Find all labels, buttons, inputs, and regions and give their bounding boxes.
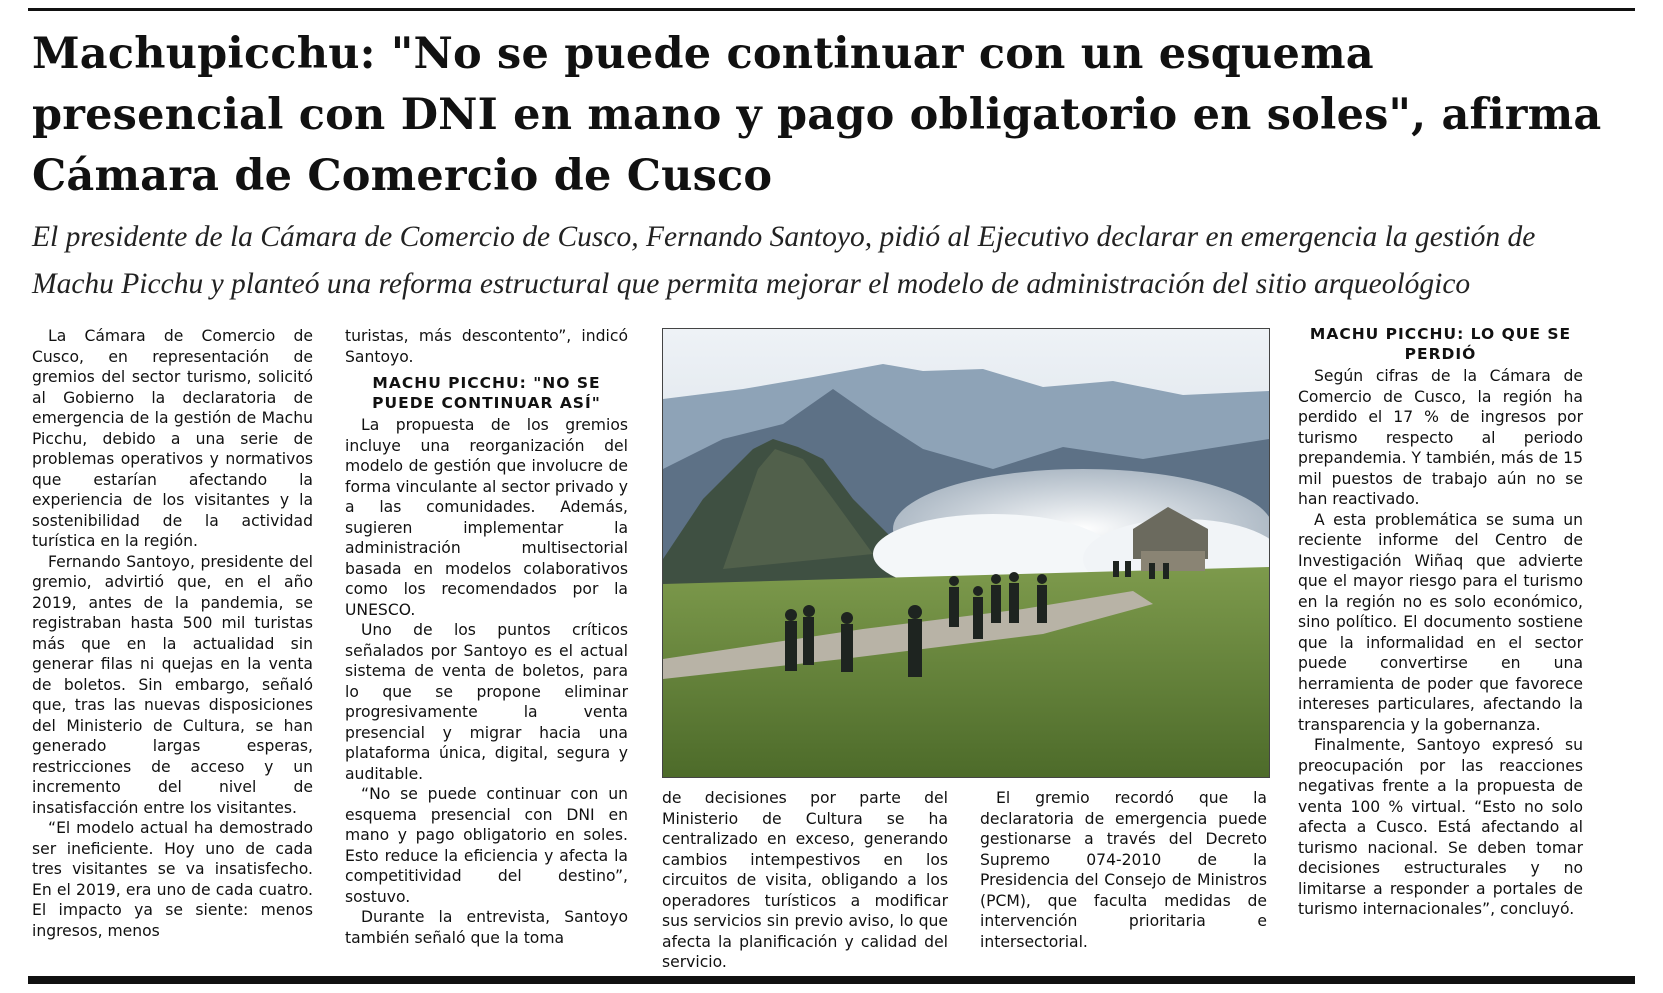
column-4 xyxy=(980,788,1267,952)
paragraph: El gremio recordó que la declaratoria de emergencia puede gestionarse a través del Decreto Supremo 074-2010 de la Presidencia del Consejo de Ministros (PCM), que faculta medidas de intervención prioritaria e intersectorial. xyxy=(980,789,1267,951)
paragraph: de decisiones por parte del Ministerio de Cultura se ha centralizado en exceso, generando cambios intempestivos en los circuitos de visita, obligando a los operadores turísticos a modificar sus servicios sin previo aviso, lo que afecta la planificación y calidad del servicio. xyxy=(662,789,948,971)
machu-picchu-photo xyxy=(662,328,1270,778)
deck-subtitle: El presidente de la Cámara de Comercio de Cusco, Fernando Santoyo, pidió al Ejecutivo declarar en emergencia la gestión de Machu Picchu y planteó una reforma estructural que permita mejorar el modelo de administración del sitio arqueológico xyxy=(32,221,1536,300)
column-2 xyxy=(345,326,628,948)
column-1 xyxy=(32,326,313,941)
column-5 xyxy=(1298,324,1583,920)
paragraph: “El modelo actual ha demostrado ser ineficiente. Hoy uno de cada tres visitantes se va insatisfecho. En el 2019, era uno de cada cuatro. El impacto ya se siente: menos ingresos, menos xyxy=(32,819,313,940)
paragraph: Uno de los puntos críticos señalados por Santoyo es el actual sistema de venta de boletos, para lo que se propone eliminar progresivamente la venta presencial y migrar hacia una plataforma única, digital, segura y auditable. xyxy=(345,621,628,783)
paragraph: turistas, más descontento”, indicó Santoyo. xyxy=(345,327,628,366)
paragraph: A esta problemática se suma un reciente informe del Centro de Investigación Wiñaq que advierte que el mayor riesgo para el turismo en la región no es solo económico, sino político. El documento sostiene que la informalidad en el sector puede convertirse en una herramienta de poder que favorece intereses particulares, afectando la transparencia y la gobernanza. xyxy=(1298,510,1583,734)
paragraph: La propuesta de los gremios incluye una reorganización del modelo de gestión que involucre de forma vinculante al sector privado y a las comunidades. Además, sugieren implementar la administración multisectorial basada en modelos colaborativos como los recomendados por la UNESCO. xyxy=(345,416,628,619)
paragraph: La Cámara de Comercio de Cusco, en representación de gremios del sector turismo, solicitó al Gobierno la declaratoria de emergencia de la gestión de Machu Picchu, debido a una serie de problemas operativos y normativos que estarían afectando la experiencia de los visitantes y la sostenibilidad de la actividad turística en la región. xyxy=(32,327,313,550)
subhead: MACHU PICCHU: LO QUE SE PERDIÓ xyxy=(1309,325,1572,363)
paragraph: Durante la entrevista, Santoyo también señaló que la toma xyxy=(345,908,628,947)
paragraph: “No se puede continuar con un esquema presencial con DNI en mano y pago obligatorio en soles. Esto reduce la eficiencia y afecta la competitividad del destino”, sostuvo. xyxy=(345,785,628,906)
paragraph: Finalmente, Santoyo expresó su preocupación por las reacciones negativas frente a la propuesta de venta 100 % virtual. “Esto no solo afecta a Cusco. Está afectando al turismo nacional. Se deben tomar decisiones estructurales y no limitarse a responder a portales de turismo internacionales”, concluyó. xyxy=(1298,736,1583,918)
bottom-rule xyxy=(28,976,1635,984)
top-rule xyxy=(28,8,1635,11)
subhead: MACHU PICCHU: "NO SE PUEDE CONTINUAR ASÍ" xyxy=(372,374,601,412)
headline: Machupicchu: "No se puede continuar con un esquema presencial con DNI en mano y pago obligatorio en soles", afirma Cámara de Comercio de Cusco xyxy=(32,29,1602,201)
photo-illustration xyxy=(663,329,1269,777)
paragraph: Fernando Santoyo, presidente del gremio, advirtió que, en el año 2019, antes de la pandemia, se registraban hasta 500 mil turistas más que en la actualidad sin generar filas ni quejas en la venta de boletos. Sin embargo, señaló que, tras las nuevas disposiciones del Ministerio de Cultura, se han generado largas esperas, restricciones de acceso y un incremento del nivel de insatisfacción entre los visitantes. xyxy=(32,552,313,817)
column-3 xyxy=(662,788,948,973)
paragraph: Según cifras de la Cámara de Comercio de Cusco, la región ha perdido el 17 % de ingresos por turismo respecto al periodo prepandemia. Y también, más de 15 mil puestos de trabajo aún no se han reactivado. xyxy=(1298,367,1583,508)
